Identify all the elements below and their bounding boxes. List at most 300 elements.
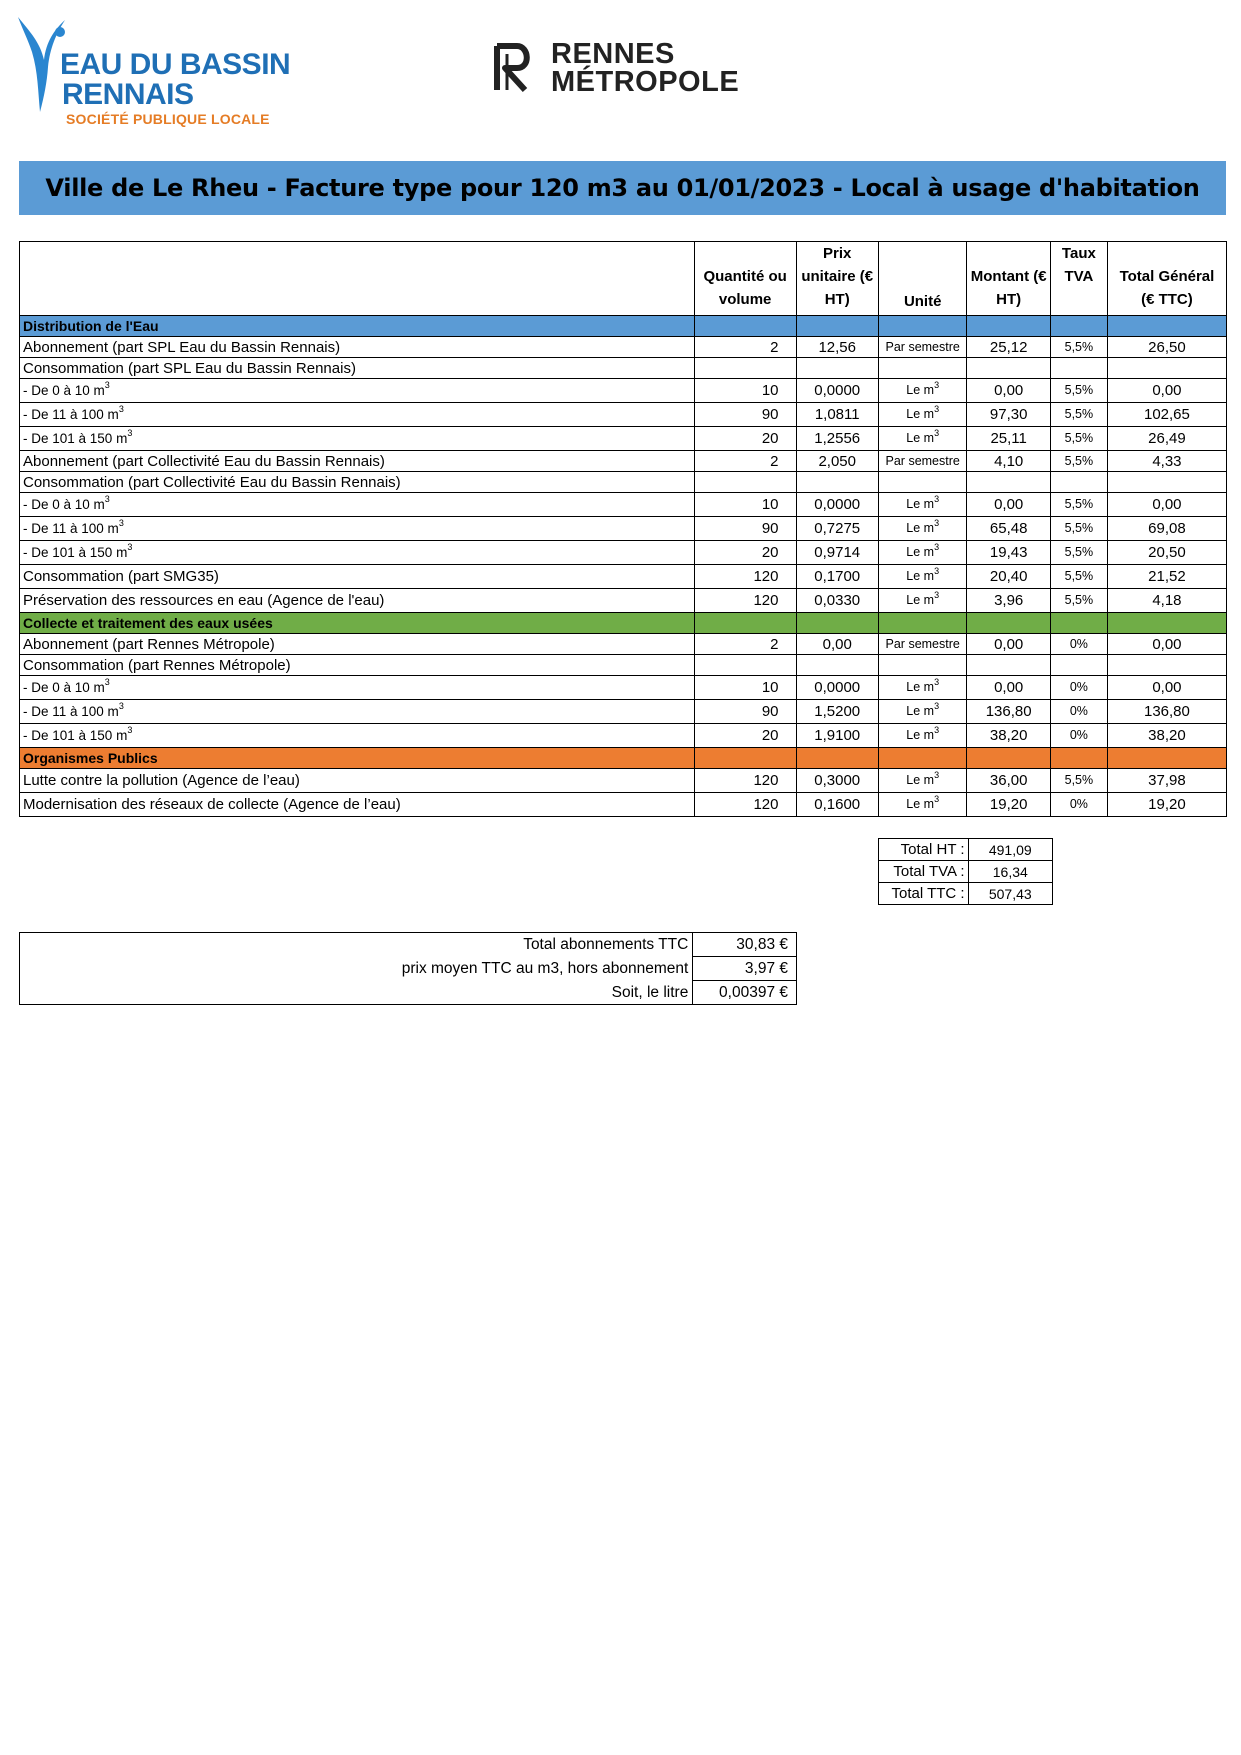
row-label: [20, 676, 695, 700]
row-quantity: [694, 427, 796, 451]
row-unit-price-text: 0,00: [822, 635, 852, 653]
r-monogram-icon: [493, 42, 539, 94]
section-cell: [1050, 316, 1107, 337]
cubic-superscript: 3: [934, 404, 940, 415]
section-cell: [796, 613, 878, 634]
section-title: Collecte et traitement des eaux usées: [20, 613, 695, 634]
row-unit-price-text: 0,0000: [814, 679, 861, 696]
row-quantity-text: 2: [770, 338, 779, 356]
row-total: [1107, 769, 1226, 793]
row-unit-price: [796, 427, 878, 451]
row-total: [1107, 655, 1226, 676]
row-label: [20, 541, 695, 565]
cubic-superscript: 3: [934, 770, 940, 781]
row-amount: [967, 634, 1050, 655]
row-unit: [878, 379, 967, 403]
row-quantity-text: 2: [770, 635, 779, 653]
row-label-text: - De 0 à 10 m: [23, 496, 105, 512]
row-unit: [878, 634, 967, 655]
row-unit: [878, 427, 967, 451]
table-row: [20, 517, 1227, 541]
row-total-text: 20,50: [1148, 544, 1186, 561]
row-amount-text: 136,80: [985, 703, 1032, 720]
row-label-text: - De 101 à 150 m: [23, 544, 128, 560]
row-quantity: [694, 451, 796, 472]
table-row: [20, 769, 1227, 793]
row-unit-price: [796, 493, 878, 517]
row-amount: [967, 565, 1050, 589]
row-unit: [878, 358, 967, 379]
row-unit-price-text: 1,9100: [814, 727, 861, 744]
row-unit-price: [796, 589, 878, 613]
row-label-text: - De 11 à 100 m: [23, 703, 119, 719]
row-unit-price-text: 0,3000: [814, 772, 861, 789]
table-row: [20, 337, 1227, 358]
row-quantity-text: 10: [761, 496, 779, 513]
row-unit-price: [796, 403, 878, 427]
row-unit-price-text: 12,56: [818, 338, 856, 356]
row-total: [1107, 724, 1226, 748]
cubic-superscript: 3: [934, 794, 940, 805]
row-label-text: Abonnement (part Collectivité Eau du Bassin Rennais): [23, 452, 385, 470]
row-quantity: [694, 517, 796, 541]
logo-ebr-line3: SOCIÉTÉ PUBLIQUE LOCALE: [66, 111, 270, 127]
row-amount-text: 4,10: [994, 452, 1024, 470]
table-row: [20, 451, 1227, 472]
section-row-distribution: [20, 316, 1227, 337]
row-unit-price-text: 0,0000: [814, 382, 861, 399]
row-unit-text: Le m: [906, 383, 935, 398]
row-label-text: Consommation (part Collectivité Eau du Bassin Rennais): [23, 473, 401, 491]
summary-litre-value: 0,00397 €: [693, 981, 797, 1005]
row-vat-text: 5,5%: [1064, 453, 1094, 468]
section-cell: [694, 316, 796, 337]
row-quantity: [694, 700, 796, 724]
row-amount-text: 36,00: [989, 772, 1028, 789]
row-unit: [878, 793, 967, 817]
section-row-collecte: [20, 613, 1227, 634]
section-cell: [878, 316, 967, 337]
row-vat-text: 0%: [1069, 728, 1088, 743]
row-unit: [878, 700, 967, 724]
section-cell: [967, 316, 1050, 337]
cubic-superscript: 3: [934, 542, 940, 553]
row-amount: [967, 427, 1050, 451]
row-unit: [878, 676, 967, 700]
row-quantity: [694, 634, 796, 655]
row-unit-price: [796, 565, 878, 589]
row-label: [20, 724, 695, 748]
row-unit-text: Le m: [906, 545, 935, 560]
row-unit-text: Le m: [906, 704, 935, 719]
row-vat-text: 5,5%: [1064, 431, 1094, 446]
section-row-organismes: [20, 748, 1227, 769]
row-unit-price-text: 1,2556: [814, 430, 861, 447]
row-total-text: 4,33: [1152, 452, 1182, 470]
row-unit-price: [796, 634, 878, 655]
row-unit-price: [796, 655, 878, 676]
row-label-text: Abonnement (part Rennes Métropole): [23, 635, 275, 653]
row-label: [20, 451, 695, 472]
section-cell: [694, 748, 796, 769]
row-amount: [967, 769, 1050, 793]
total-ttc-value: 507,43: [968, 883, 1052, 905]
summary-subscriptions-label: Total abonnements TTC: [523, 936, 689, 953]
row-label-text: Modernisation des réseaux de collecte (Agence de l’eau): [23, 796, 401, 813]
logo-ebr-line2: RENNAIS: [62, 78, 194, 111]
row-unit-text: Le m: [906, 431, 935, 446]
row-unit: [878, 565, 967, 589]
row-unit-text: Le m: [906, 728, 935, 743]
row-unit-price-text: 0,1700: [814, 568, 861, 585]
summary-litre-label: Soit, le litre: [611, 983, 689, 1001]
row-amount: [967, 676, 1050, 700]
row-total: [1107, 793, 1226, 817]
row-quantity: [694, 589, 796, 613]
row-total: [1107, 427, 1226, 451]
row-vat-text: 5,5%: [1064, 521, 1094, 536]
row-label: [20, 589, 695, 613]
row-unit-price: [796, 451, 878, 472]
header-amount: Montant (€ HT): [967, 242, 1050, 316]
row-unit-price: [796, 676, 878, 700]
table-row: [20, 472, 1227, 493]
row-vat: [1050, 724, 1107, 748]
row-unit: [878, 451, 967, 472]
row-vat: [1050, 634, 1107, 655]
page-title: Ville de Le Rheu - Facture type pour 120 m3 au 01/01/2023 - Local à usage d'habitation: [45, 174, 1200, 202]
header-label: [20, 242, 695, 316]
row-unit-price-text: 1,5200: [814, 703, 861, 720]
row-label-text: Consommation (part Rennes Métropole): [23, 656, 291, 674]
row-total: [1107, 589, 1226, 613]
row-quantity-text: 90: [761, 520, 779, 537]
row-total-text: 4,18: [1152, 592, 1182, 609]
header-unit-price: Prix unitaire (€ HT): [796, 242, 878, 316]
row-amount: [967, 700, 1050, 724]
cubic-superscript: 3: [104, 676, 110, 687]
section-cell: [967, 613, 1050, 634]
section-title: Distribution de l'Eau: [20, 316, 695, 337]
row-amount-text: 25,11: [990, 430, 1027, 447]
row-quantity-text: 20: [761, 544, 779, 561]
row-vat-text: 5,5%: [1064, 339, 1094, 354]
row-quantity-text: 120: [753, 796, 779, 813]
section-cell: [1050, 748, 1107, 769]
row-amount-text: 20,40: [989, 568, 1028, 585]
row-unit-text: Le m: [906, 407, 935, 422]
row-total-text: 38,20: [1148, 727, 1186, 744]
section-cell: [967, 748, 1050, 769]
table-row: [20, 793, 1227, 817]
row-label: [20, 700, 695, 724]
table-row: [20, 655, 1227, 676]
row-amount-text: 19,20: [989, 796, 1028, 813]
row-label-text: - De 101 à 150 m: [23, 430, 128, 446]
row-unit-text: Par semestre: [885, 339, 960, 354]
row-quantity: [694, 379, 796, 403]
total-ht-label: Total HT :: [879, 839, 969, 861]
row-total: [1107, 451, 1226, 472]
row-unit-price-text: 0,0330: [814, 592, 861, 609]
row-total: [1107, 403, 1226, 427]
row-quantity-text: 10: [761, 382, 779, 399]
row-total: [1107, 493, 1226, 517]
row-amount-text: 38,20: [989, 727, 1028, 744]
totals-table: [878, 838, 1053, 905]
row-total: [1107, 565, 1226, 589]
row-vat: [1050, 517, 1107, 541]
row-label: [20, 427, 695, 451]
row-vat: [1050, 700, 1107, 724]
row-unit-price: [796, 724, 878, 748]
row-vat: [1050, 427, 1107, 451]
row-amount: [967, 493, 1050, 517]
row-amount-text: 0,00: [994, 679, 1024, 696]
row-quantity: [694, 358, 796, 379]
summary-table: [19, 932, 797, 1005]
table-row: [20, 403, 1227, 427]
row-quantity: [694, 793, 796, 817]
row-vat: [1050, 769, 1107, 793]
row-total-text: 0,00: [1152, 496, 1182, 513]
row-quantity-text: 120: [753, 568, 779, 585]
row-label: [20, 337, 695, 358]
row-unit-price-text: 0,0000: [814, 496, 861, 513]
row-unit-price-text: 2,050: [818, 452, 856, 470]
cubic-superscript: 3: [104, 379, 110, 390]
row-unit-price: [796, 541, 878, 565]
row-amount: [967, 541, 1050, 565]
row-label-text: Préservation des ressources en eau (Agence de l'eau): [23, 592, 385, 609]
row-amount: [967, 517, 1050, 541]
row-quantity: [694, 337, 796, 358]
row-unit-price: [796, 379, 878, 403]
row-quantity-text: 120: [753, 592, 779, 609]
row-vat: [1050, 541, 1107, 565]
row-unit-text: Par semestre: [885, 636, 960, 651]
summary-subscriptions-value: 30,83 €: [693, 933, 797, 957]
row-vat: [1050, 337, 1107, 358]
row-amount: [967, 793, 1050, 817]
row-total: [1107, 472, 1226, 493]
table-row: [20, 676, 1227, 700]
row-total-text: 0,00: [1152, 635, 1182, 653]
row-unit: [878, 541, 967, 565]
cubic-superscript: 3: [934, 725, 940, 736]
summary-avg-price-label: prix moyen TTC au m3, hors abonnement: [401, 959, 689, 977]
row-unit-text: Le m: [906, 497, 935, 512]
row-label: [20, 634, 695, 655]
row-unit-price-text: 1,0811: [814, 406, 860, 423]
row-vat-text: 5,5%: [1064, 497, 1094, 512]
row-label: [20, 472, 695, 493]
header-unit: Unité: [878, 242, 967, 316]
row-total-text: 21,52: [1148, 568, 1186, 585]
row-label: [20, 565, 695, 589]
cubic-superscript: 3: [934, 494, 940, 505]
row-amount: [967, 358, 1050, 379]
row-label: [20, 358, 695, 379]
row-total: [1107, 634, 1226, 655]
cubic-superscript: 3: [127, 541, 133, 552]
row-total-text: 0,00: [1152, 679, 1182, 696]
row-vat: [1050, 793, 1107, 817]
row-quantity-text: 120: [753, 772, 779, 789]
row-amount: [967, 379, 1050, 403]
table-row: [20, 634, 1227, 655]
row-quantity: [694, 541, 796, 565]
row-label: [20, 493, 695, 517]
row-unit: [878, 724, 967, 748]
row-vat-text: 0%: [1069, 704, 1088, 719]
cubic-superscript: 3: [934, 518, 940, 529]
section-title: Organismes Publics: [20, 748, 695, 769]
row-unit-price: [796, 793, 878, 817]
cubic-superscript: 3: [118, 517, 124, 528]
row-vat-text: 0%: [1069, 797, 1088, 812]
row-label: [20, 517, 695, 541]
total-ht-value: 491,09: [968, 839, 1052, 861]
row-vat-text: 5,5%: [1064, 773, 1094, 788]
section-cell: [878, 748, 967, 769]
cubic-superscript: 3: [934, 566, 940, 577]
table-row: [20, 565, 1227, 589]
row-total: [1107, 700, 1226, 724]
total-tva-label: Total TVA :: [879, 861, 969, 883]
row-label-text: Lutte contre la pollution (Agence de l’eau): [23, 772, 300, 789]
row-quantity: [694, 403, 796, 427]
row-unit-text: Le m: [906, 773, 935, 788]
table-row: [20, 379, 1227, 403]
row-unit: [878, 769, 967, 793]
row-label-text: Consommation (part SPL Eau du Bassin Rennais): [23, 359, 356, 377]
row-label: [20, 379, 695, 403]
row-label-text: Consommation (part SMG35): [23, 568, 219, 585]
row-quantity-text: 20: [761, 430, 779, 447]
logo-rm-line2: MÉTROPOLE: [551, 66, 740, 98]
header-vat: Taux TVA: [1050, 242, 1107, 316]
row-vat: [1050, 472, 1107, 493]
row-vat-text: 5,5%: [1064, 569, 1094, 584]
row-total-text: 69,08: [1148, 520, 1186, 537]
row-amount-text: 0,00: [994, 496, 1024, 513]
row-unit-price-text: 0,1600: [814, 796, 861, 813]
row-unit-price: [796, 472, 878, 493]
section-cell: [878, 613, 967, 634]
row-vat: [1050, 565, 1107, 589]
row-total-text: 102,65: [1143, 406, 1190, 423]
row-vat: [1050, 493, 1107, 517]
cubic-superscript: 3: [127, 724, 133, 735]
row-vat-text: 0%: [1069, 680, 1088, 695]
row-amount: [967, 589, 1050, 613]
section-cell: [796, 748, 878, 769]
row-vat: [1050, 676, 1107, 700]
total-tva-value: 16,34: [968, 861, 1052, 883]
row-unit-text: Le m: [906, 521, 935, 536]
row-total-text: 37,98: [1148, 772, 1186, 789]
row-total-text: 136,80: [1143, 703, 1190, 720]
row-unit-price: [796, 337, 878, 358]
header-total: Total Général (€ TTC): [1107, 242, 1226, 316]
row-total: [1107, 379, 1226, 403]
row-total: [1107, 337, 1226, 358]
header-quantity: Quantité ou volume: [694, 242, 796, 316]
row-amount-text: 19,43: [989, 544, 1028, 561]
row-vat-text: 5,5%: [1064, 545, 1094, 560]
row-label-text: - De 0 à 10 m: [23, 679, 105, 695]
row-unit-text: Le m: [906, 797, 935, 812]
row-amount-text: 3,96: [994, 592, 1024, 609]
table-row: [20, 541, 1227, 565]
row-unit-price: [796, 358, 878, 379]
row-total: [1107, 541, 1226, 565]
row-quantity-text: 10: [761, 679, 779, 696]
row-label: [20, 769, 695, 793]
row-total: [1107, 676, 1226, 700]
row-amount-text: 97,30: [989, 406, 1028, 423]
row-vat-text: 5,5%: [1064, 407, 1094, 422]
section-cell: [1107, 613, 1226, 634]
table-row: [20, 427, 1227, 451]
row-unit-price: [796, 517, 878, 541]
row-vat: [1050, 451, 1107, 472]
cubic-superscript: 3: [104, 493, 110, 504]
row-quantity: [694, 655, 796, 676]
row-amount-text: 65,48: [989, 520, 1028, 537]
table-row: [20, 358, 1227, 379]
row-unit: [878, 403, 967, 427]
cubic-superscript: 3: [934, 701, 940, 712]
row-amount: [967, 724, 1050, 748]
row-quantity: [694, 676, 796, 700]
row-total-text: 26,50: [1148, 338, 1186, 356]
row-amount: [967, 472, 1050, 493]
row-total-text: 19,20: [1148, 796, 1186, 813]
row-amount-text: 0,00: [994, 382, 1024, 399]
eau-du-bassin-rennais-logo: [10, 12, 300, 127]
cubic-superscript: 3: [934, 428, 940, 439]
row-total-text: 0,00: [1152, 382, 1182, 399]
row-quantity-text: 2: [770, 452, 779, 470]
table-row: [20, 493, 1227, 517]
rennes-metropole-logo: [493, 38, 763, 98]
row-vat: [1050, 379, 1107, 403]
row-label-text: - De 11 à 100 m: [23, 406, 119, 422]
row-unit: [878, 655, 967, 676]
cubic-superscript: 3: [118, 700, 124, 711]
row-vat: [1050, 358, 1107, 379]
section-cell: [694, 613, 796, 634]
table-row: [20, 589, 1227, 613]
logo-rm-line1: RENNES: [551, 38, 675, 70]
row-label: [20, 793, 695, 817]
table-row: [20, 700, 1227, 724]
row-unit: [878, 337, 967, 358]
row-quantity: [694, 769, 796, 793]
row-quantity: [694, 565, 796, 589]
table-header-row: [20, 242, 1227, 316]
row-total: [1107, 517, 1226, 541]
row-label-text: Abonnement (part SPL Eau du Bassin Rennais): [23, 338, 341, 356]
row-unit-price-text: 0,9714: [814, 544, 861, 561]
total-ttc-label: Total TTC :: [879, 883, 969, 905]
row-unit-text: Le m: [906, 569, 935, 584]
row-unit: [878, 472, 967, 493]
section-cell: [1107, 316, 1226, 337]
row-quantity: [694, 472, 796, 493]
